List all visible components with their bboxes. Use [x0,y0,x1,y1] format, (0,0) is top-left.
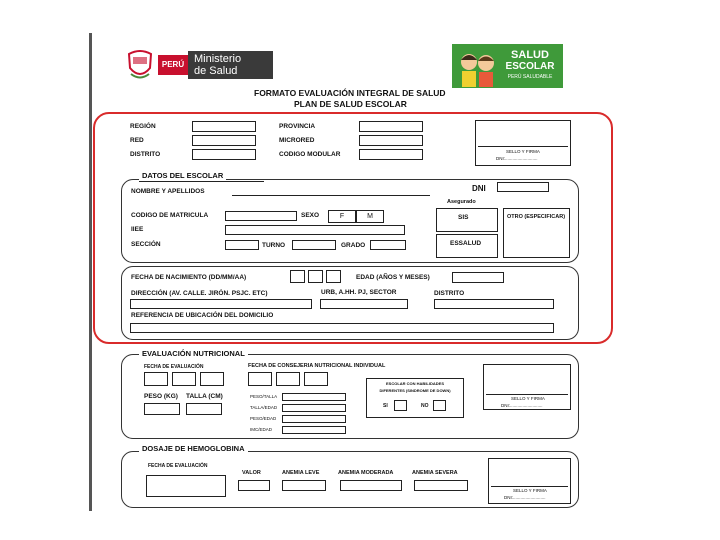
urb-field[interactable] [320,299,408,309]
grado-label: GRADO [341,242,366,249]
direccion-label: DIRECCIÓN (AV. CALLE. JIRÓN. PSJC. ETC) [131,290,268,297]
ministry-badge [188,51,273,79]
codigo-matricula-field[interactable] [225,211,297,221]
distrito-field[interactable] [192,149,256,160]
distrito-dir-label: DISTRITO [434,290,465,297]
si-label: SI [383,403,388,409]
peru-badge [158,55,188,75]
anemia-moderada-label: ANEMIA MODERADA [338,470,394,476]
peso-edad-field[interactable] [282,415,346,423]
anemia-severa-field[interactable] [414,480,468,491]
nut-sello-label: SELLO Y FIRMA [511,396,545,401]
fecha-eval-nut-aa[interactable] [200,372,224,386]
anemia-moderada-field[interactable] [340,480,402,491]
otro-label: OTRO (ESPECIFICAR) [507,214,566,220]
codigo-modular-label: CODIGO MODULAR [279,151,341,158]
nut-stamp-line [486,394,568,395]
escolar-title-rule [139,181,264,182]
fecha-consejeria-aa[interactable] [304,372,328,386]
seccion-field[interactable] [225,240,259,250]
sexo-m-text: M [367,213,373,220]
fecha-nac-dd[interactable] [290,270,305,283]
salud-escolar-logo [452,44,563,88]
dni-field[interactable] [497,182,549,192]
talla-edad-field[interactable] [282,404,346,412]
referencia-label: REFERENCIA DE UBICACIÓN DEL DOMICILIO [131,312,274,319]
region-field[interactable] [192,121,256,132]
turno-field[interactable] [292,240,336,250]
anemia-severa-label: ANEMIA SEVERA [412,470,458,476]
escolar-hab-line-2: DIFERENTES (SINDROME DE DOWN) [379,388,451,393]
codigo-matricula-label: CODIGO DE MATRICULA [131,212,209,219]
hb-dni-label: DNI:.......................... [504,495,546,500]
essalud-label: ESSALUD [450,240,482,247]
left-margin-bar [89,33,92,511]
top-sello-label: SELLO Y FIRMA [506,149,540,154]
imc-edad-field[interactable] [282,426,346,434]
seccion-label: SECCIÓN [131,241,161,248]
urb-label: URB, A.HH. PJ, SECTOR [321,289,397,296]
kids-illustration-icon [456,47,498,87]
fecha-consejeria-mm[interactable] [276,372,300,386]
direccion-field[interactable] [130,299,312,309]
anemia-leve-label: ANEMIA LEVE [282,470,320,476]
hb-sello-label: SELLO Y FIRMA [513,488,547,493]
peru-text: PERÚ [161,60,185,69]
referencia-field[interactable] [130,323,554,333]
peso-talla-label: PESO/TALLA [250,394,278,399]
peso-talla-field[interactable] [282,393,346,401]
nombre-label: NOMBRE Y APELLIDOS [131,188,205,195]
no-label: NO [421,403,429,409]
talla-field[interactable] [186,403,222,415]
fecha-eval-hb-label: FECHA DE EVALUACIÓN [148,463,208,469]
escolar-section-title: DATOS DEL ESCOLAR [139,171,226,180]
fecha-consejeria-dd[interactable] [248,372,272,386]
program-line-2: ESCOLAR [505,61,555,72]
imc-edad-label: IMC/EDAD [250,427,273,432]
anemia-leve-field[interactable] [282,480,326,491]
fecha-nac-aa[interactable] [326,270,341,283]
ministry-line-2: de Salud [194,65,238,77]
microred-label: MICRORED [279,137,315,144]
program-line-1: SALUD [511,49,549,61]
fecha-nac-label: FECHA DE NACIMIENTO (DD/MM/AA) [131,274,247,281]
iiee-label: IIEE [131,226,144,233]
microred-field[interactable] [359,135,423,146]
nutricional-section-title: EVALUACIÓN NUTRICIONAL [139,349,248,358]
top-dni-label: DNI:.......................... [496,156,538,161]
fecha-eval-nut-label: FECHA DE EVALUACIÓN [144,364,204,370]
provincia-field[interactable] [359,121,423,132]
talla-edad-label: TALLA/EDAD [250,405,278,410]
region-label: REGIÓN [130,123,156,130]
si-checkbox[interactable] [394,400,407,411]
fecha-nac-mm[interactable] [308,270,323,283]
hemoglobina-section-title: DOSAJE DE HEMOGLOBINA [139,444,248,453]
fecha-eval-hb-field[interactable] [146,475,226,497]
form-subtitle: PLAN DE SALUD ESCOLAR [294,99,407,109]
distrito-dir-field[interactable] [434,299,554,309]
escolar-hab-line-1: ESCOLAR CON HABILIDADES [385,381,444,386]
program-tag: PERÚ SALUDABLE [507,74,553,80]
fecha-eval-nut-dd[interactable] [144,372,168,386]
distrito-label: DISTRITO [130,151,161,158]
red-field[interactable] [192,135,256,146]
peso-field[interactable] [144,403,180,415]
hb-stamp-line [491,486,568,487]
peso-label: PESO (KG) [144,393,178,400]
provincia-label: PROVINCIA [279,123,316,130]
top-stamp-line [478,146,568,147]
turno-label: TURNO [262,242,286,249]
coat-of-arms-icon [125,48,155,82]
form-title: FORMATO EVALUACIÓN INTEGRAL DE SALUD [254,88,446,98]
valor-label: VALOR [242,470,261,476]
nut-dni-label: DNI:.......................... [501,403,543,408]
minsa-logo [125,48,273,84]
no-checkbox[interactable] [433,400,446,411]
codigo-modular-field[interactable] [359,149,423,160]
iiee-field[interactable] [225,225,405,235]
dni-label: DNI [472,184,486,193]
asegurado-label: Asegurado [447,199,476,205]
red-label: RED [130,137,144,144]
nombre-line[interactable] [232,195,430,196]
edad-label: EDAD (AÑOS Y MESES) [356,274,430,281]
talla-label: TALLA (CM) [186,393,223,400]
valor-field[interactable] [238,480,270,491]
edad-field[interactable] [452,272,504,283]
sexo-f-box[interactable] [328,210,356,223]
grado-field[interactable] [370,240,406,250]
sis-label: SIS [458,214,469,221]
sexo-m-box[interactable] [356,210,384,223]
fecha-eval-nut-mm[interactable] [172,372,196,386]
ministry-line-1: Ministerio [194,53,242,65]
peso-edad-label: PESO/EDAD [250,416,277,421]
sexo-label: SEXO [301,212,320,219]
sexo-f-text: F [339,213,345,220]
fecha-consejeria-label: FECHA DE CONSEJERIA NUTRICIONAL INDIVIDUAL [248,363,386,369]
